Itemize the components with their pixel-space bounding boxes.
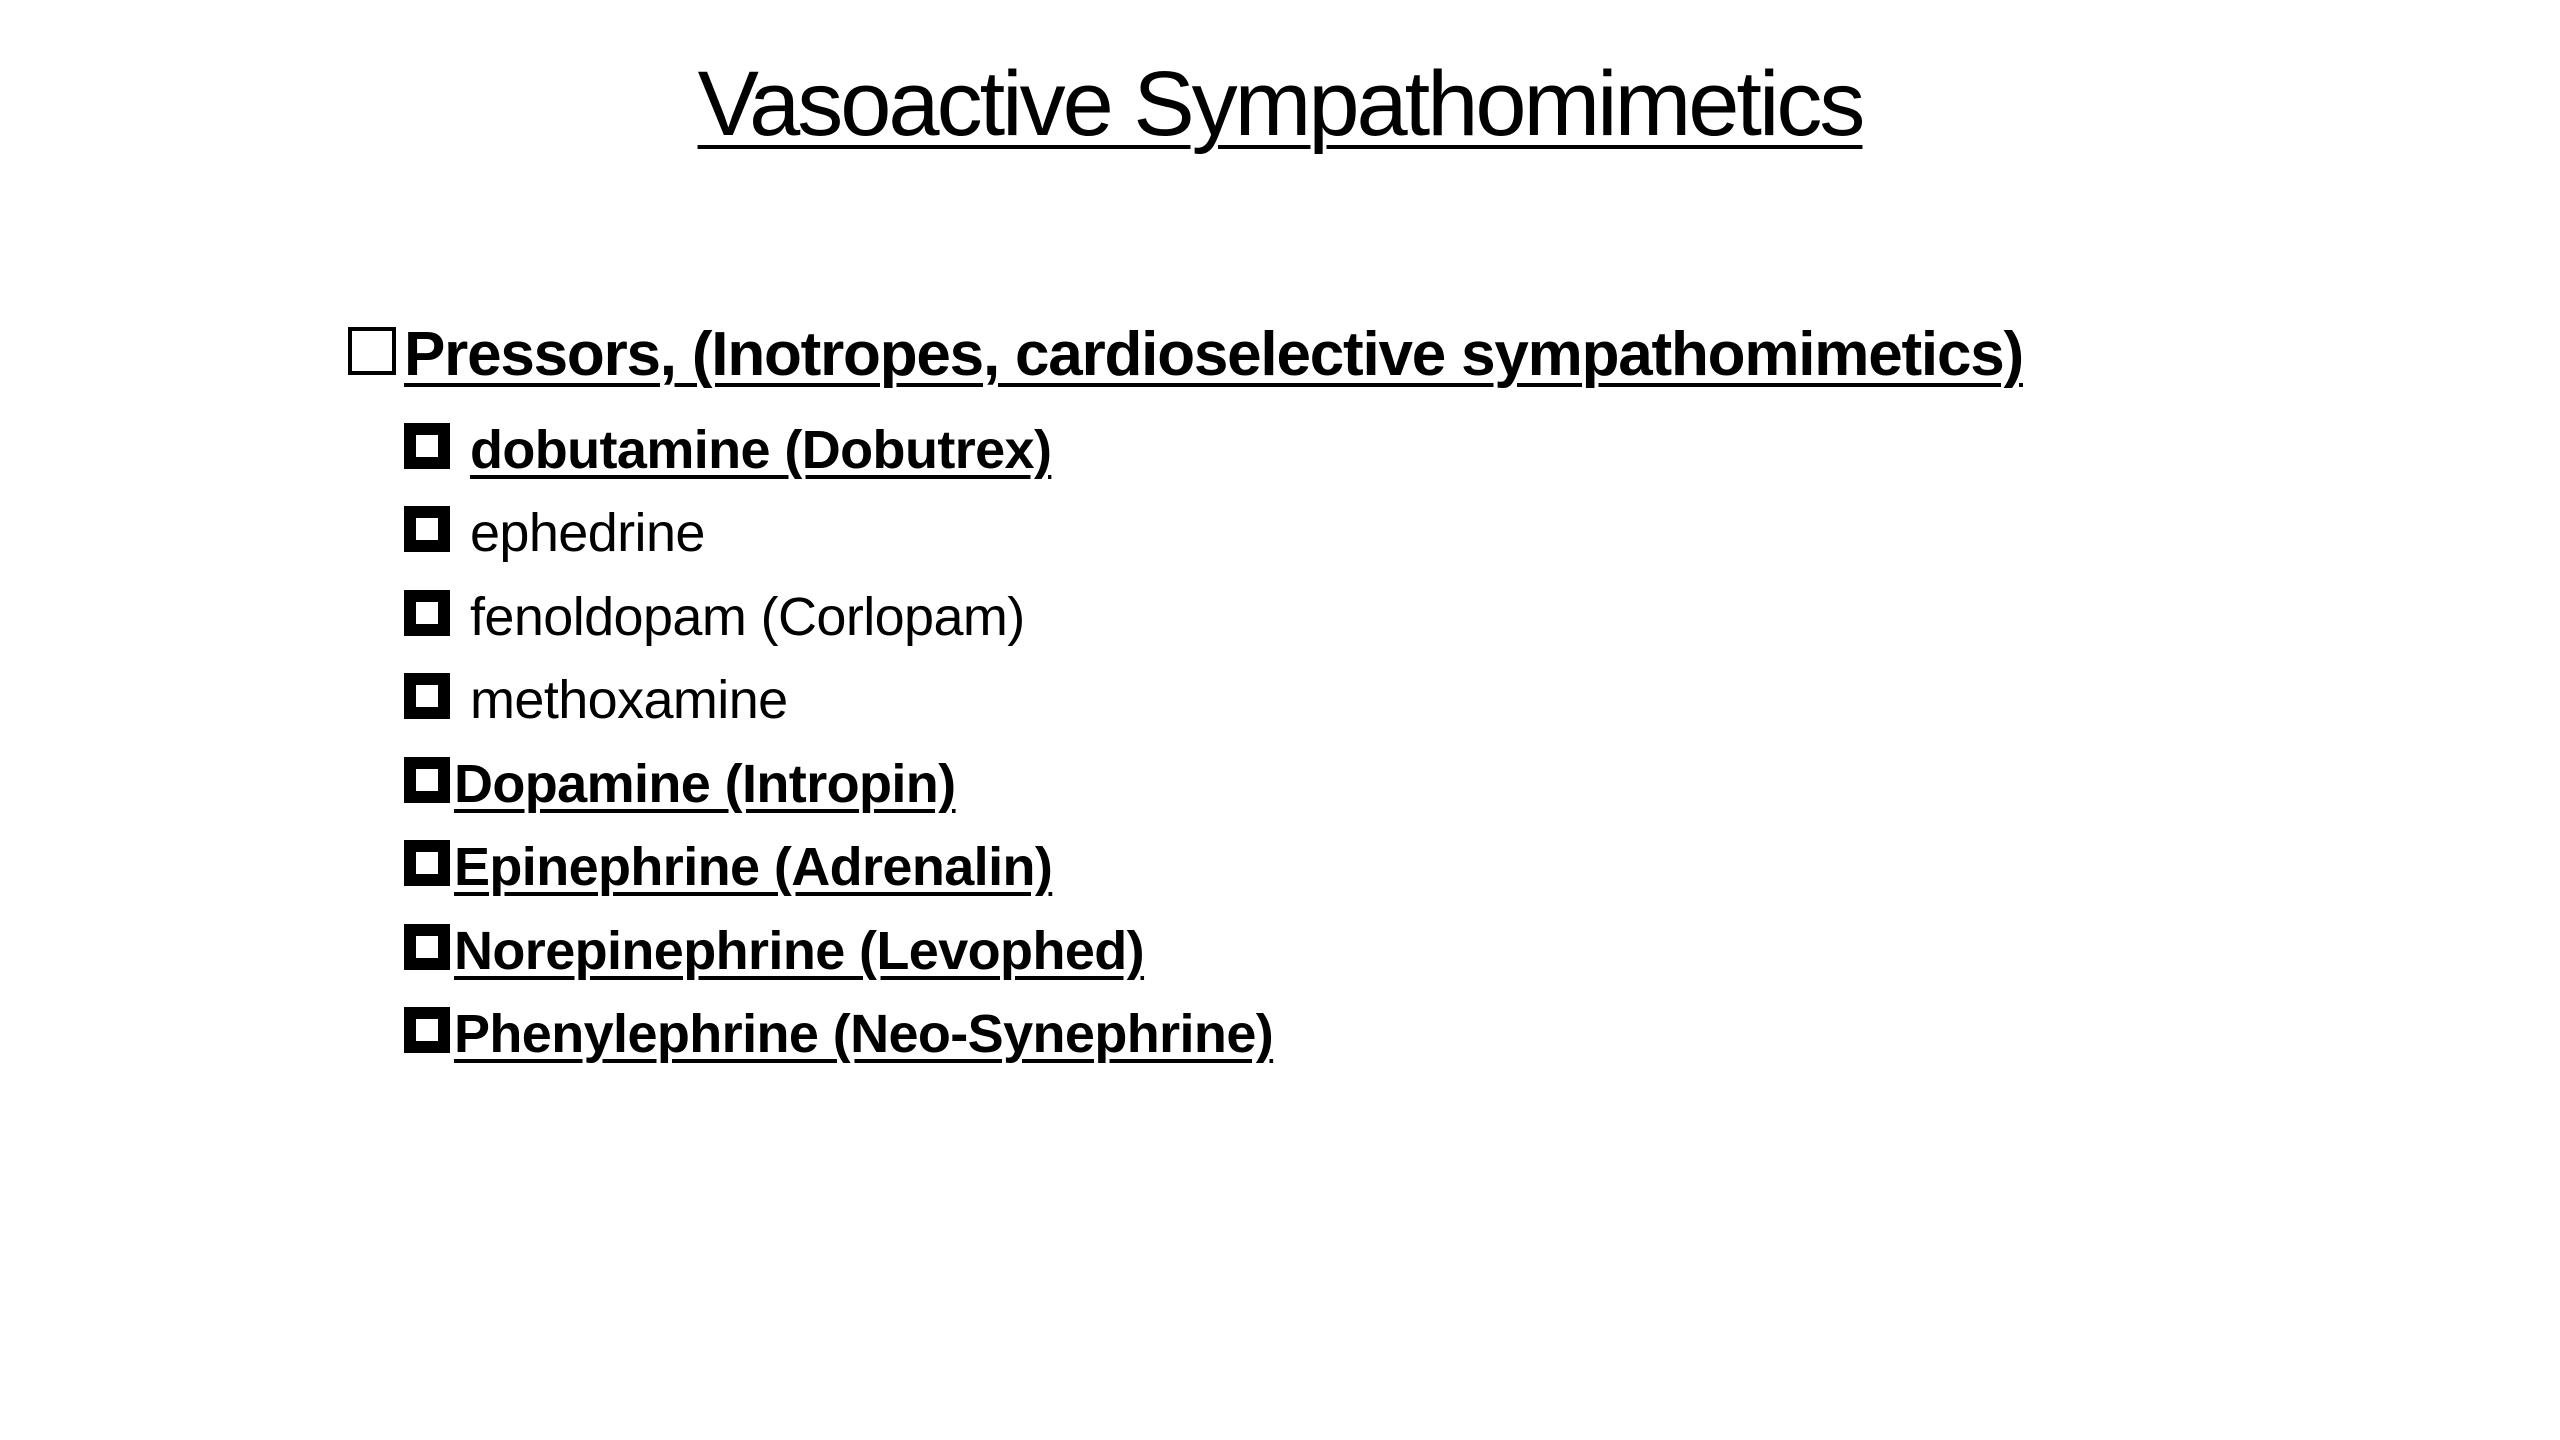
square-bullet-icon bbox=[404, 1007, 450, 1053]
square-bullet-icon bbox=[404, 673, 450, 719]
square-bullet-icon bbox=[404, 757, 450, 803]
list-item-phenylephrine bbox=[404, 993, 1273, 1077]
list-item-label: dobutamine (Dobutrex) bbox=[470, 419, 1052, 480]
list-item-norepinephrine bbox=[404, 909, 1273, 993]
list-item-label: Norepinephrine (Levophed) bbox=[454, 920, 1145, 981]
list-item-label: Epinephrine (Adrenalin) bbox=[454, 837, 1053, 898]
list-item-label: ephedrine bbox=[470, 503, 705, 564]
drug-list bbox=[404, 408, 1273, 1076]
square-bullet-icon bbox=[404, 506, 450, 552]
hollow-square-bullet-icon bbox=[348, 327, 396, 375]
heading-text: Pressors, (Inotropes, cardioselective sympathomimetics) bbox=[404, 319, 2023, 389]
square-bullet-icon bbox=[404, 840, 450, 886]
list-item-label: Phenylephrine (Neo-Synephrine) bbox=[454, 1004, 1274, 1065]
list-item-label: fenoldopam (Corlopam) bbox=[470, 586, 1025, 647]
list-item-fenoldopam bbox=[404, 575, 1273, 659]
square-bullet-icon bbox=[404, 590, 450, 636]
square-bullet-icon bbox=[404, 423, 450, 469]
list-item-label: methoxamine bbox=[470, 670, 788, 731]
list-item-ephedrine bbox=[404, 492, 1273, 576]
list-item-dopamine bbox=[404, 742, 1273, 826]
list-item-label: Dopamine (Intropin) bbox=[454, 753, 956, 814]
list-item-methoxamine bbox=[404, 659, 1273, 743]
slide-title bbox=[0, 52, 2560, 158]
heading-bullet-row bbox=[348, 318, 2023, 390]
slide-title-text: Vasoactive Sympathomimetics bbox=[697, 53, 1863, 155]
square-bullet-icon bbox=[404, 924, 450, 970]
list-item-dobutamine bbox=[404, 408, 1273, 492]
list-item-epinephrine bbox=[404, 826, 1273, 910]
